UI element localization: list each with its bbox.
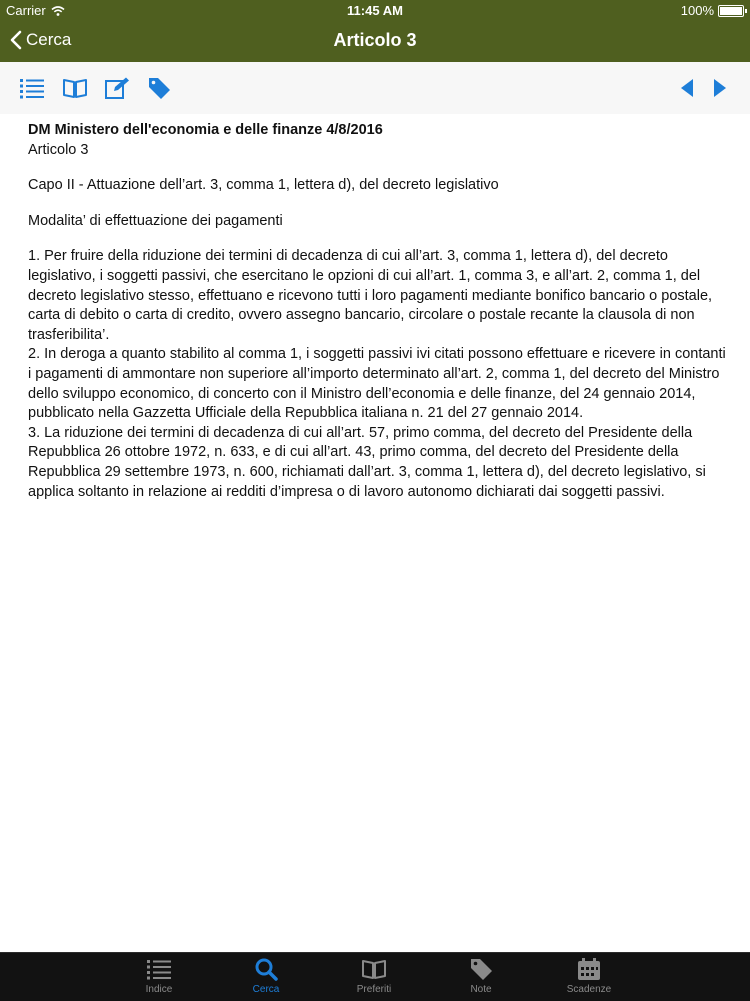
paragraph-3: 3. La riduzione dei termini di decadenza di cui all’art. 57, primo comma, del decreto del Presidente della Repubblica 26 ottobre 1972, n. 633, e di cui all’art. 43, primo comma, del decreto del Presidente della Repubblica 29 settembre 1973, n. 600, richiamati dall’art. 3, comma 1, lettera d), del decreto legislativo, si applica soltanto in relazione ai redditi d’impresa o di lavoro autonomo dichiarati dai soggetti passivi. xyxy=(28,424,706,500)
battery-label: 100% xyxy=(680,3,714,18)
carrier-label: Carrier xyxy=(6,3,46,18)
battery-icon xyxy=(718,5,744,17)
tag-icon[interactable] xyxy=(146,76,172,100)
toolbar xyxy=(0,62,750,114)
book-icon[interactable] xyxy=(62,76,88,100)
tag-icon xyxy=(468,957,494,981)
document-content xyxy=(28,121,728,502)
calendar-icon xyxy=(576,957,602,981)
document-title: DM Ministero dell'economia e delle finanze 4/8/2016 xyxy=(28,122,383,138)
navigation-bar xyxy=(0,22,750,62)
tab-preferiti[interactable] xyxy=(334,957,414,995)
battery-indicator xyxy=(681,3,744,18)
tab-label: Cerca xyxy=(252,984,280,995)
previous-arrow-icon[interactable] xyxy=(676,76,702,100)
page-title: Articolo 3 xyxy=(333,30,417,50)
article-number: Articolo 3 xyxy=(28,141,89,158)
edit-icon[interactable] xyxy=(104,76,130,100)
tab-cerca[interactable] xyxy=(226,957,306,995)
tab-note[interactable] xyxy=(441,957,521,995)
section-heading: Modalita’ di effettuazione dei pagamenti xyxy=(28,212,283,229)
list-icon[interactable] xyxy=(19,76,45,100)
tab-bar xyxy=(0,952,750,1001)
next-arrow-icon[interactable] xyxy=(708,76,734,100)
tab-label: Scadenze xyxy=(566,984,612,995)
paragraph-2: 2. In deroga a quanto stabilito al comma 1, i soggetti passivi ivi citati possono effettuare e ricevere in contanti i pagamenti di ammontare non superiore all’importo determinato all’art. 2, comma 1, del decreto del Ministro dello sviluppo economico, di concerto con il Ministro dell’economia e delle finanze, del 24 gennaio 2014, pubblicato nella Gazzetta Ufficiale della Repubblica italiana n. 21 del 27 gennaio 2014. xyxy=(28,346,726,422)
status-time: 11:45 AM xyxy=(347,3,403,18)
tab-label: Indice xyxy=(145,984,173,995)
search-icon xyxy=(253,957,279,981)
tab-label: Note xyxy=(470,984,492,995)
tab-indice[interactable] xyxy=(119,957,199,995)
list-icon xyxy=(146,957,172,981)
tab-scadenze[interactable] xyxy=(549,957,629,995)
book-icon xyxy=(361,957,387,981)
chapter-heading: Capo II - Attuazione dell’art. 3, comma 1, lettera d), del decreto legislativo xyxy=(28,177,499,194)
status-bar xyxy=(0,0,750,22)
tab-label: Preferiti xyxy=(356,984,392,995)
back-label: Cerca xyxy=(26,30,72,49)
paragraph-1: 1. Per fruire della riduzione dei termini di decadenza di cui all’art. 3, comma 1, lettera d), del decreto legislativo, i soggetti passivi, che esercitano le opzioni di cui all’art. 1, comma 3, e all’art. 2, comma 1, del decreto legislativo stesso, effettuano e ricevono tutti i loro pagamenti mediante bonifico bancario o postale, carta di debito o carta di credito, ovvero assegno bancario, circolare o postale recante la clausola di non trasferibilita’. xyxy=(28,248,713,343)
